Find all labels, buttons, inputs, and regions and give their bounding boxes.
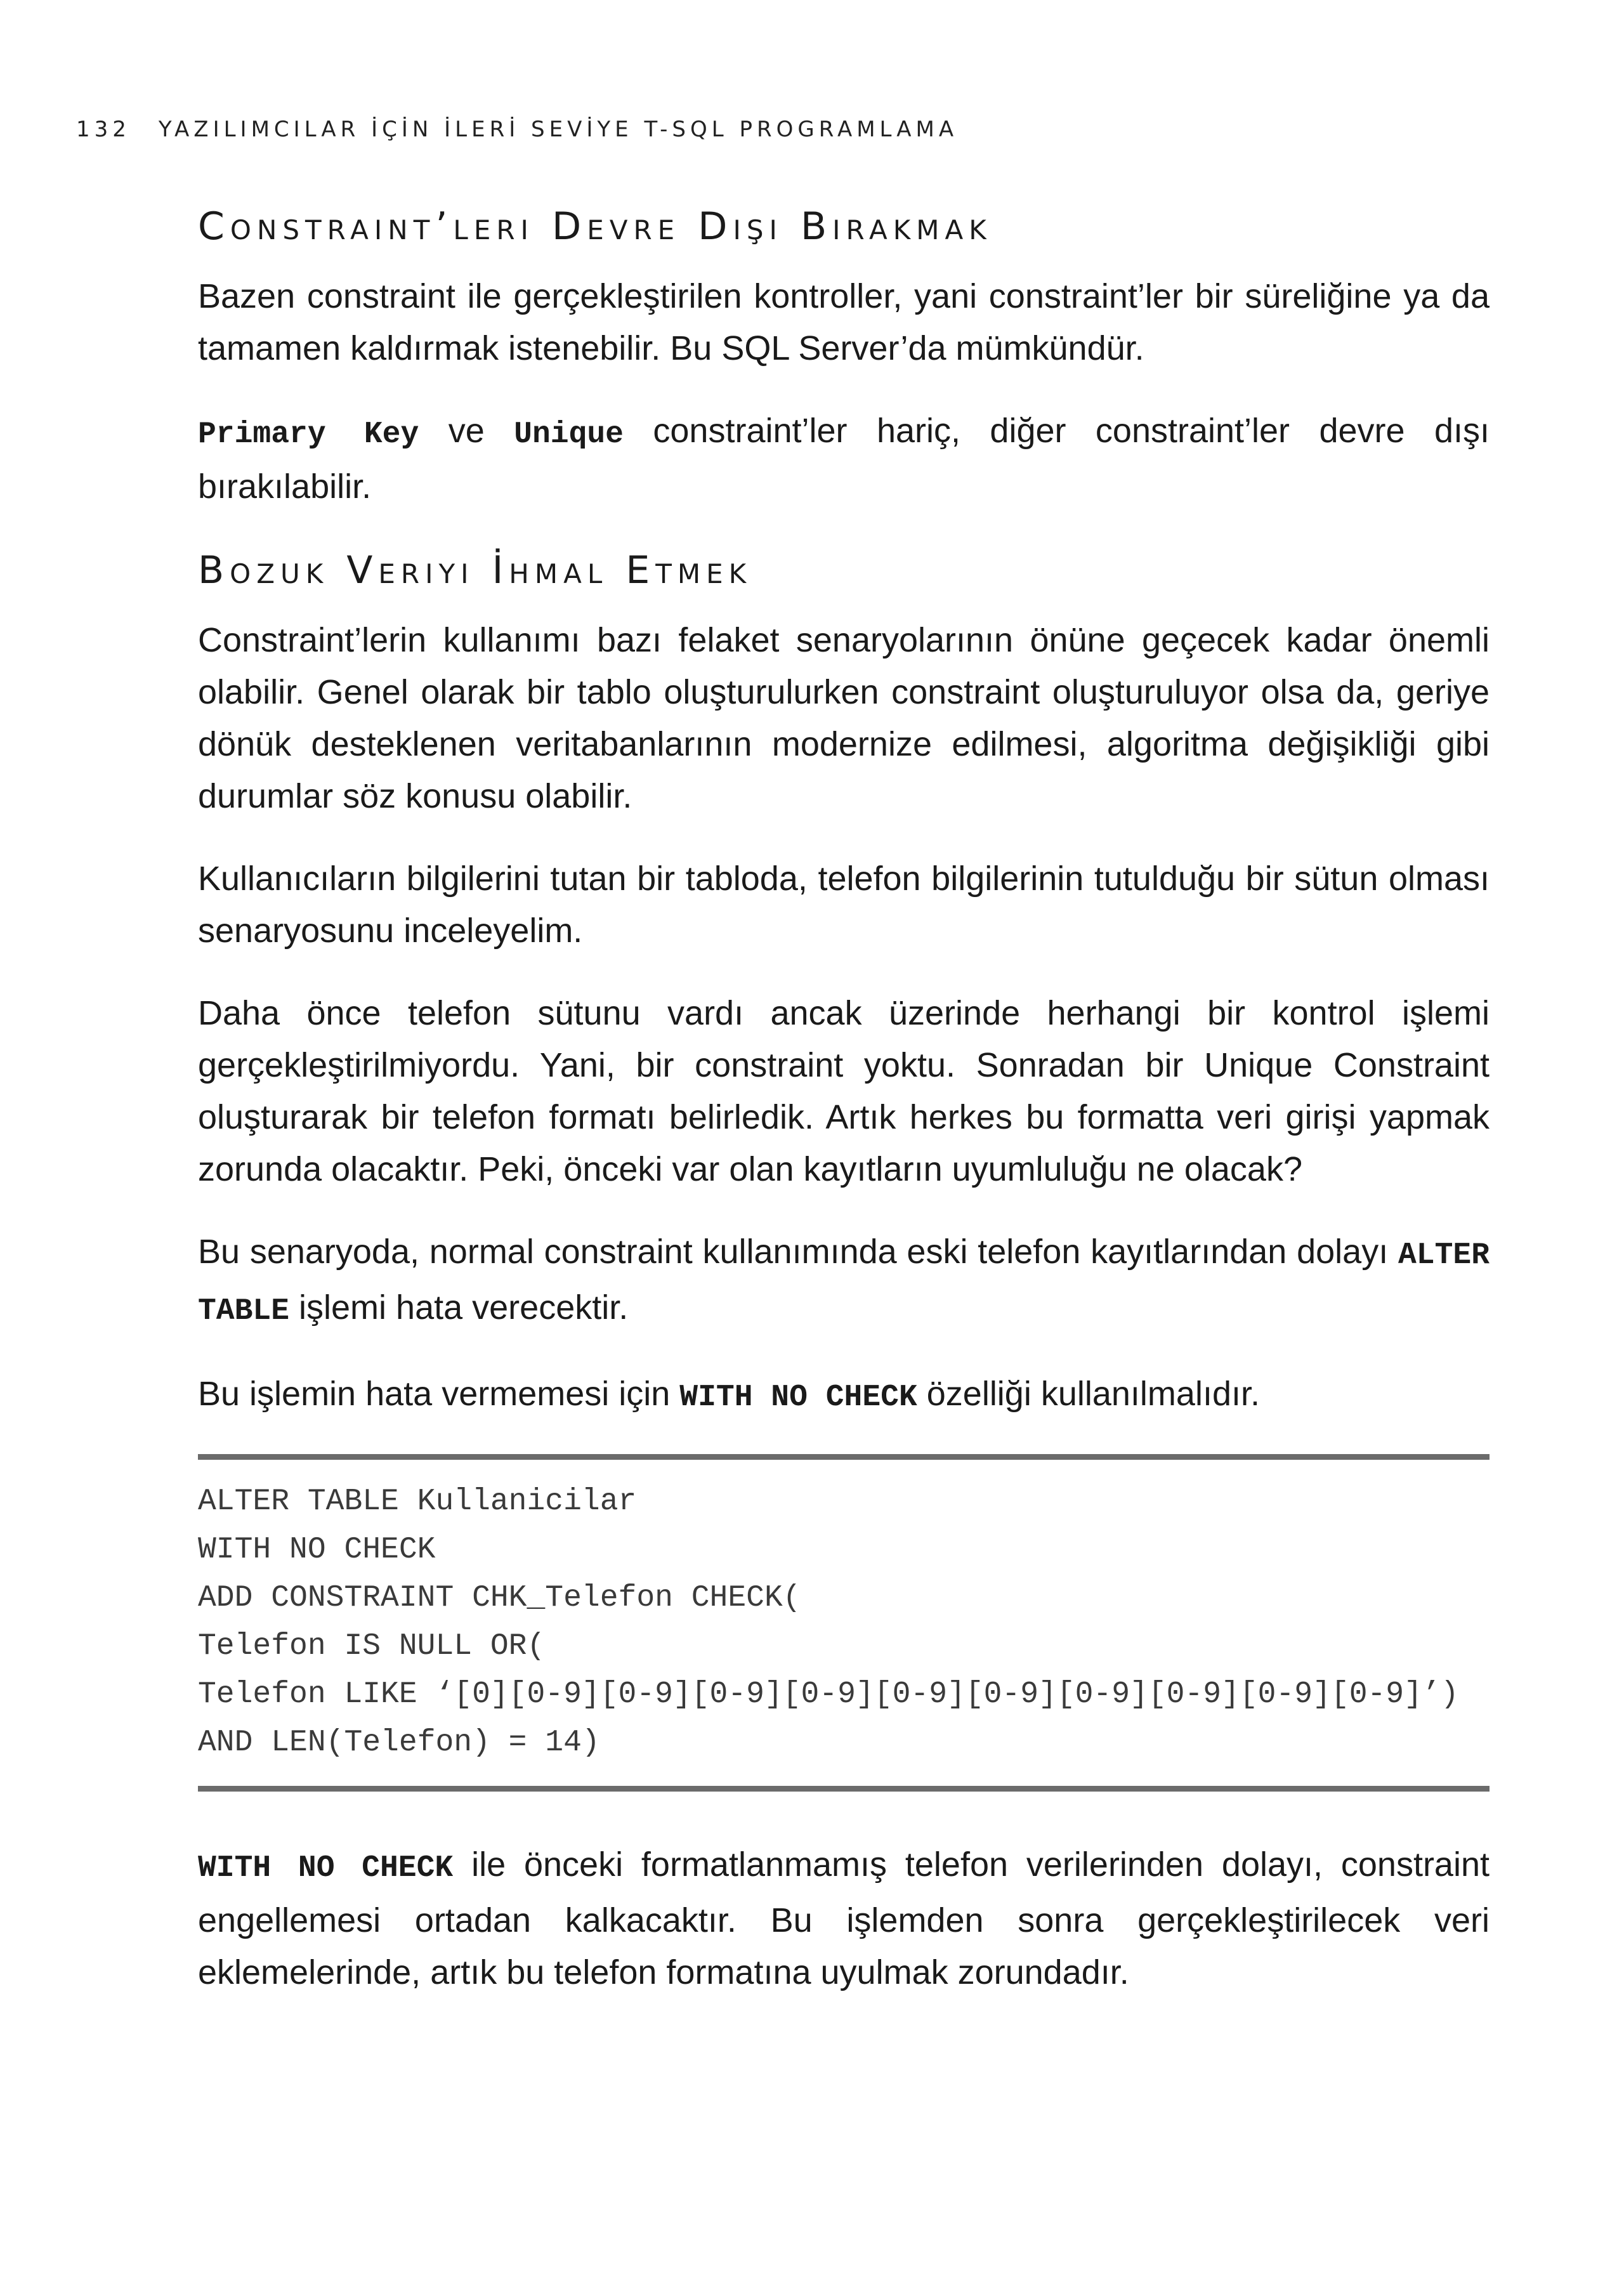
paragraph: Bazen constraint ile gerçekleştirilen kontroller, yani constraint’ler bir süreliğine ya da tamamen kaldırmak istenebilir. Bu SQL Server’da mümkündür. [198,277,1490,367]
paragraph: Bu senaryoda, normal constraint kullanımında eski telefon kayıtlarından dolayı ALTER TABLE işlemi hata verecektir. [198,1233,1490,1328]
running-header [76,117,958,142]
code-line: WITH NO CHECK [198,1533,436,1567]
inline-code: WITH NO CHECK [679,1380,917,1415]
code-line: AND LEN(Telefon) = 14) [198,1726,600,1760]
inline-code: WITH NO CHECK [198,1851,454,1885]
code-line: ALTER TABLE Kullanicilar [198,1485,637,1519]
paragraph: Bu işlemin hata vermemesi için WITH NO CHECK özelliği kullanılmalıdır. [198,1375,1260,1415]
code-line: Telefon LIKE ‘[0][0-9][0-9][0-9][0-9][0-9][0-9][0-9][0-9][0-9][0-9]’) [198,1677,1459,1712]
section-heading-ignore-bad-data: Bozuk Veriyi İhmal Etmek [198,548,752,593]
inline-code: Primary Key [198,417,419,452]
code-line: Telefon IS NULL OR( [198,1629,546,1663]
paragraph: Kullanıcıların bilgilerini tutan bir tabloda, telefon bilgilerinin tutulduğu bir sütun olması senaryosunu inceleyelim. [198,860,1490,950]
paragraph: Primary Key ve Unique constraint’ler hariç, diğer constraint’ler devre dışı bırakılabilir. [198,412,1490,506]
paragraph: Daha önce telefon sütunu vardı ancak üzerinde herhangi bir kontrol işlemi gerçekleştirilmiyordu. Yani, bir constraint yoktu. Sonradan bir Unique Constraint oluşturarak bir telefon formatı belirledik. Artık herkes bu formatta veri girişi yapmak zorunda olacaktır. Peki, önceki var olan kayıtların uyumluluğu ne olacak? [198,994,1490,1188]
inline-code: ALTER TABLE [198,1238,1490,1328]
page-number: 132 [76,117,131,142]
code-block [198,1454,1490,1792]
paragraph: Constraint’lerin kullanımı bazı felaket senaryolarının önüne geçecek kadar önemli olabilir. Genel olarak bir tablo oluşturulurken constraint oluşturuluyor olsa da, geriye dönük desteklenen veritabanlarının modernize edilmesi, algoritma değişikliği gibi durumlar söz konusu olabilir. [198,621,1490,815]
paragraph: WITH NO CHECK ile önceki formatlanmamış telefon verilerinden dolayı, constraint engellemesi ortadan kalkacaktır. Bu işlemden sonra gerçekleştirilecek veri eklemelerinde, artık bu telefon formatına uyulmak zorundadır. [198,1846,1490,1991]
inline-code: Unique [514,417,624,452]
book-title: YAZILIMCILAR İÇİN İLERİ SEVİYE T-SQL PROGRAMLAMA [158,117,959,142]
section-heading-disable-constraints: Constraint’leri Devre Dışı Bırakmak [198,204,992,249]
code-line: ADD CONSTRAINT CHK_Telefon CHECK( [198,1581,801,1615]
page-content [198,204,1490,2029]
